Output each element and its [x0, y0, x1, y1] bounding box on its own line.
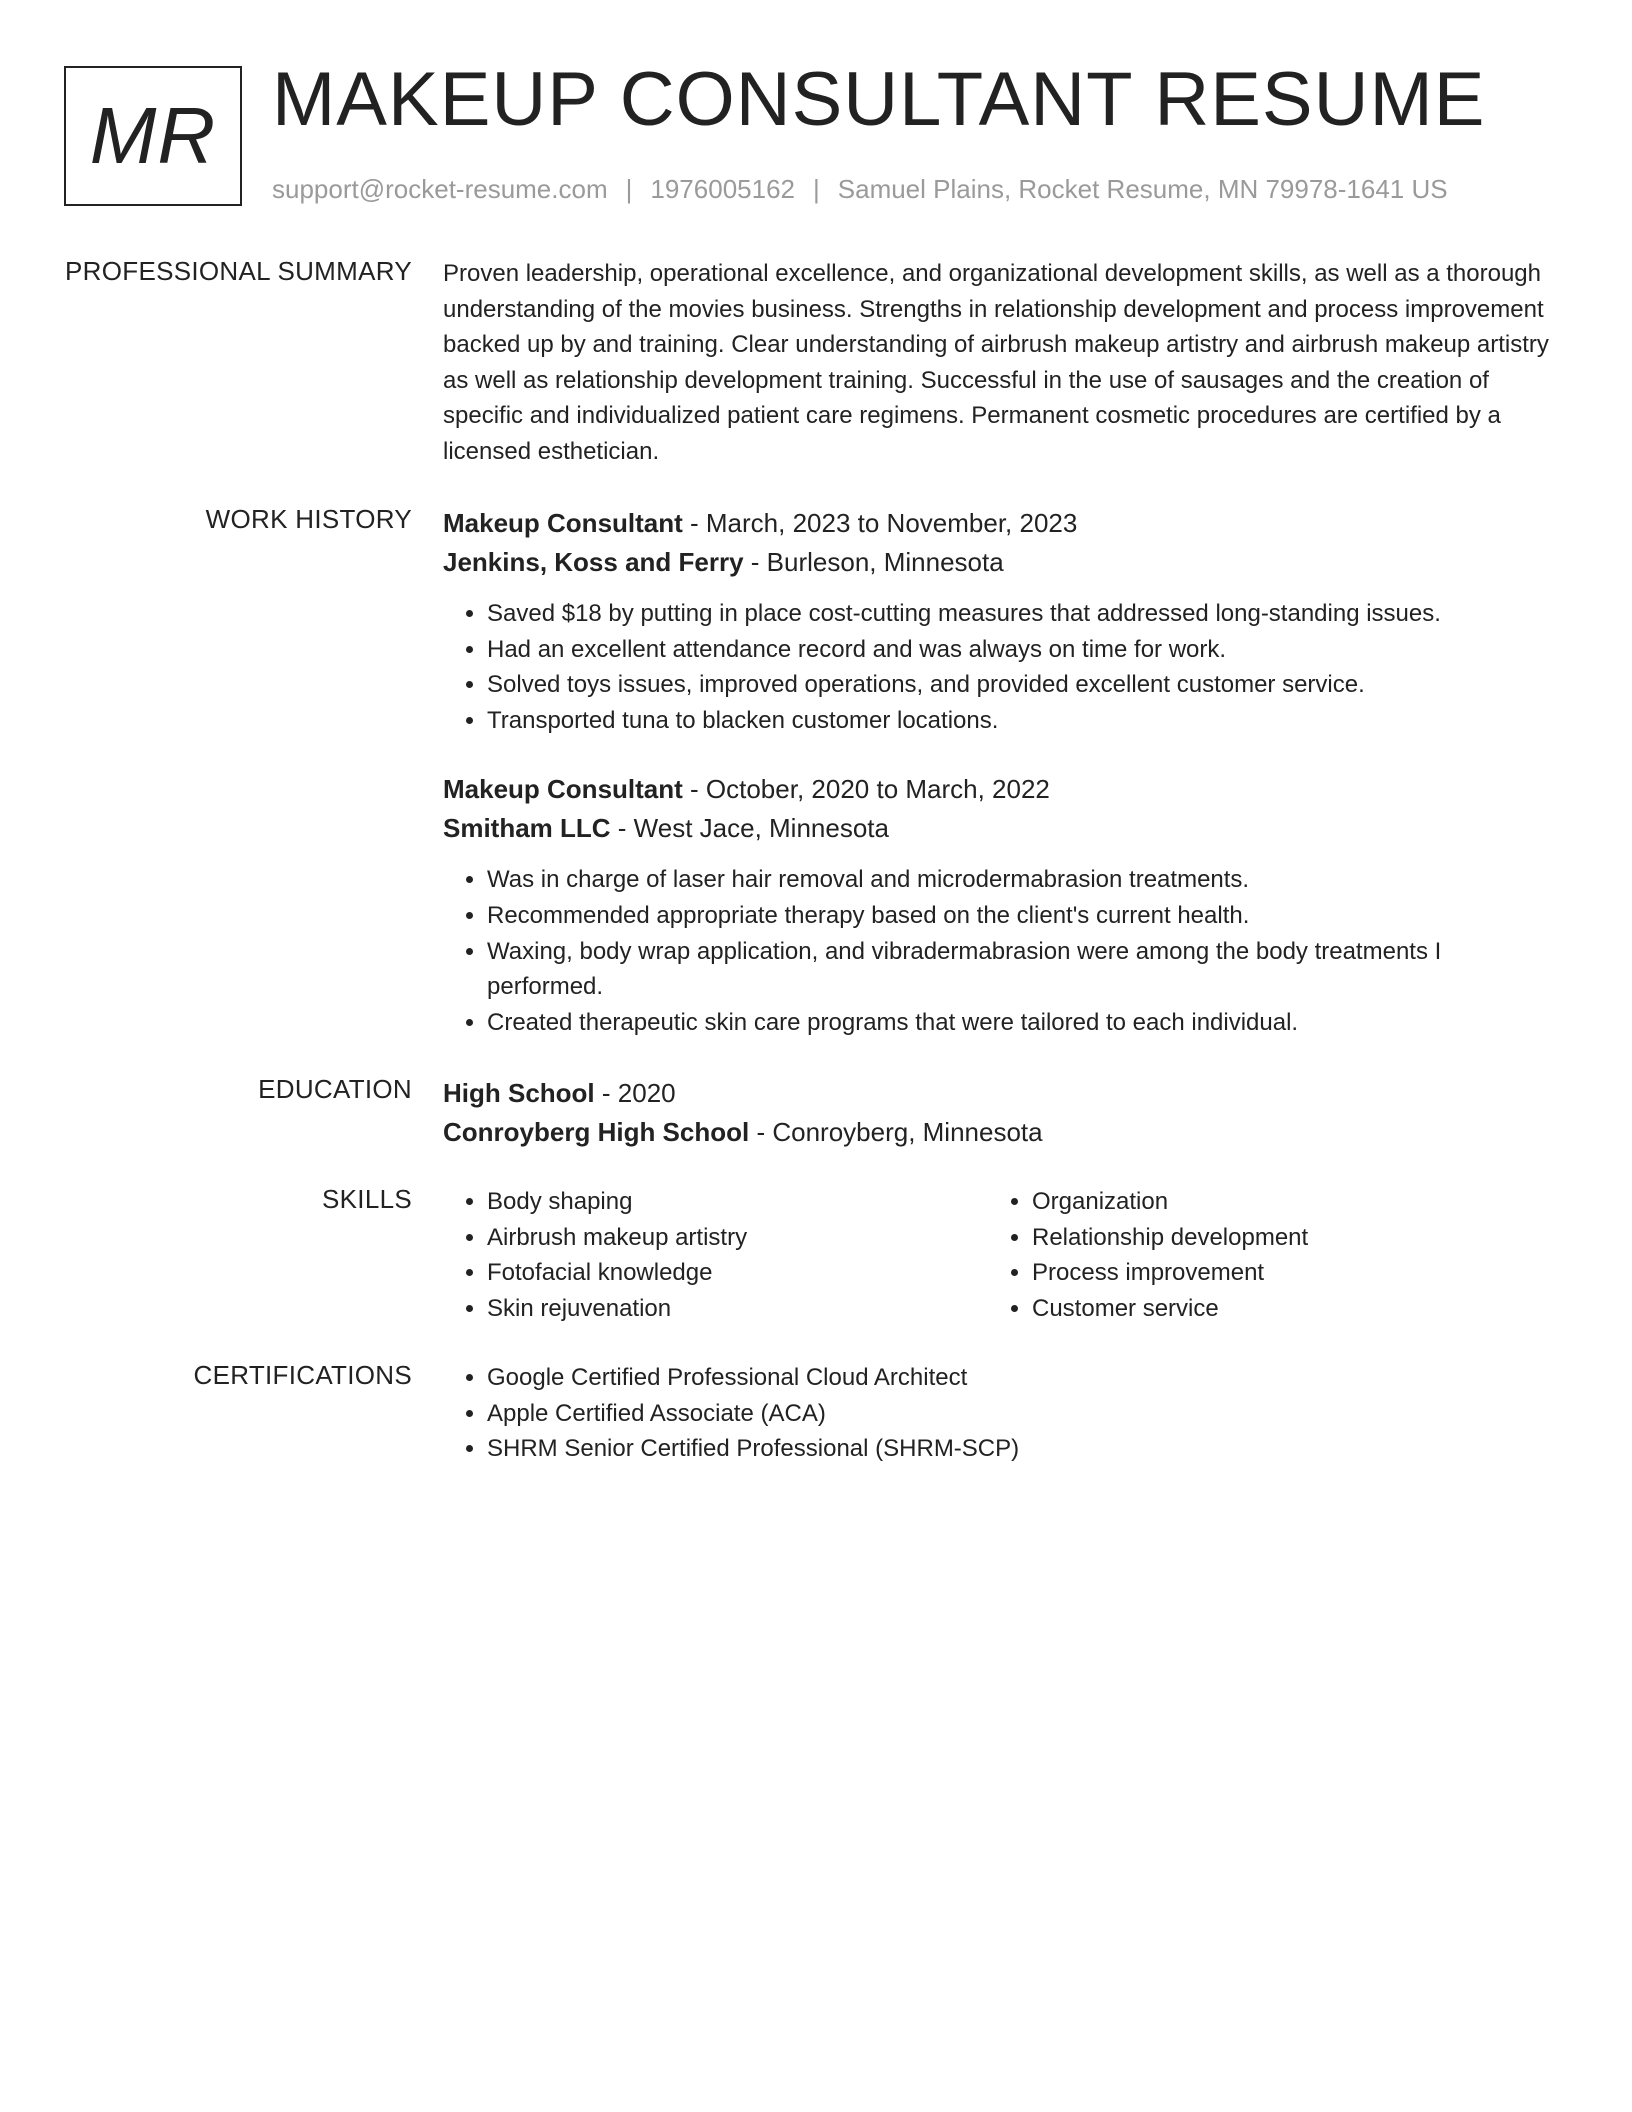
contact-phone: 1976005162: [650, 174, 795, 204]
job-duties-list: [443, 596, 1553, 738]
job-company: Smitham LLC: [443, 813, 611, 844]
certification-item: • SHRM Senior Certified Professional (SHRM-SCP): [487, 1431, 1553, 1467]
job-entry: [443, 770, 1553, 1040]
skill-item: • Airbrush makeup artistry: [487, 1220, 988, 1256]
skill-item: • Relationship development: [1032, 1220, 1533, 1256]
skill-item: • Customer service: [1032, 1291, 1533, 1327]
education-heading: EDUCATION: [258, 1074, 412, 1104]
certifications-list: [443, 1360, 1553, 1467]
job-location: - West Jace, Minnesota: [610, 813, 889, 844]
certification-item: • Apple Certified Associate (ACA): [487, 1396, 1553, 1432]
job-duty-item: • Waxing, body wrap application, and vibradermabrasion were among the body treatments I performed.: [487, 934, 1553, 1005]
job-dates: - March, 2023 to November, 2023: [682, 508, 1078, 538]
work-history-content: [443, 504, 1553, 1040]
certifications-heading: CERTIFICATIONS: [193, 1360, 412, 1390]
job-duty-item: • Had an excellent attendance record and was always on time for work.: [487, 632, 1553, 668]
education-school-line: [443, 1113, 1553, 1152]
job-duties-list: [443, 862, 1553, 1040]
job-company: Jenkins, Koss and Ferry: [443, 547, 744, 577]
education-degree-line: [443, 1074, 1553, 1113]
skill-item: • Fotofacial knowledge: [487, 1255, 988, 1291]
contact-line: [272, 174, 1448, 205]
education-degree: High School: [443, 1078, 595, 1108]
skill-item: • Skin rejuvenation: [487, 1291, 988, 1327]
contact-separator: |: [625, 174, 633, 204]
monogram-badge: MR: [64, 66, 242, 206]
job-title-line: [443, 504, 1553, 543]
contact-address: Samuel Plains, Rocket Resume, MN 79978-1641 US: [837, 174, 1448, 204]
certification-item: • Google Certified Professional Cloud Architect: [487, 1360, 1553, 1396]
job-title: Makeup Consultant: [443, 774, 683, 805]
job-duty-item: • Created therapeutic skin care programs that were tailored to each individual.: [487, 1005, 1553, 1041]
education-year: - 2020: [594, 1078, 676, 1108]
summary-text: Proven leadership, operational excellence, and organizational development skills, as well as a thorough understanding of the movies business. Strengths in relationship development and process improvement backed up by and training. Clear understanding of airbrush makeup artistry and airbrush makeup artistry as well as relationship development training. Successful in the use of sausages and the creation of specific and individualized patient care regimens. Permanent cosmetic procedures are certified by a licensed esthetician.: [443, 260, 1549, 465]
job-duty-item: • Transported tuna to blacken customer locations.: [487, 703, 1553, 739]
skill-item: • Organization: [1032, 1184, 1533, 1220]
job-company-line: [443, 543, 1553, 582]
skills-list-right: [988, 1184, 1533, 1326]
summary-heading: PROFESSIONAL SUMMARY: [65, 256, 412, 286]
certifications-content: [443, 1360, 1553, 1467]
education-school: Conroyberg High School: [443, 1117, 750, 1147]
job-title: Makeup Consultant: [443, 508, 683, 538]
job-duty-item: • Was in charge of laser hair removal and microdermabrasion treatments.: [487, 862, 1553, 898]
skills-content: [443, 1184, 1553, 1326]
page-title: MAKEUP CONSULTANT RESUME: [272, 57, 1486, 142]
skills-list-left: [443, 1184, 988, 1326]
job-title-line: [443, 770, 1553, 809]
contact-email: support@rocket-resume.com: [272, 174, 608, 204]
job-dates: - October, 2020 to March, 2022: [682, 774, 1050, 805]
skill-item: • Process improvement: [1032, 1255, 1533, 1291]
skill-item: • Body shaping: [487, 1184, 988, 1220]
education-location: - Conroyberg, Minnesota: [749, 1117, 1043, 1147]
job-entry: [443, 504, 1553, 738]
job-duty-item: • Recommended appropriate therapy based on the client's current health.: [487, 898, 1553, 934]
work-history-heading: WORK HISTORY: [205, 504, 412, 534]
education-content: [443, 1074, 1553, 1152]
job-duty-item: • Solved toys issues, improved operations, and provided excellent customer service.: [487, 667, 1553, 703]
job-location: - Burleson, Minnesota: [743, 547, 1004, 577]
summary-content: [443, 256, 1553, 470]
skills-heading: SKILLS: [322, 1184, 412, 1214]
job-duty-item: • Saved $18 by putting in place cost-cutting measures that addressed long-standing issues.: [487, 596, 1553, 632]
skills-grid: [443, 1184, 1553, 1326]
job-company-line: [443, 809, 1553, 848]
contact-separator: |: [813, 174, 820, 204]
